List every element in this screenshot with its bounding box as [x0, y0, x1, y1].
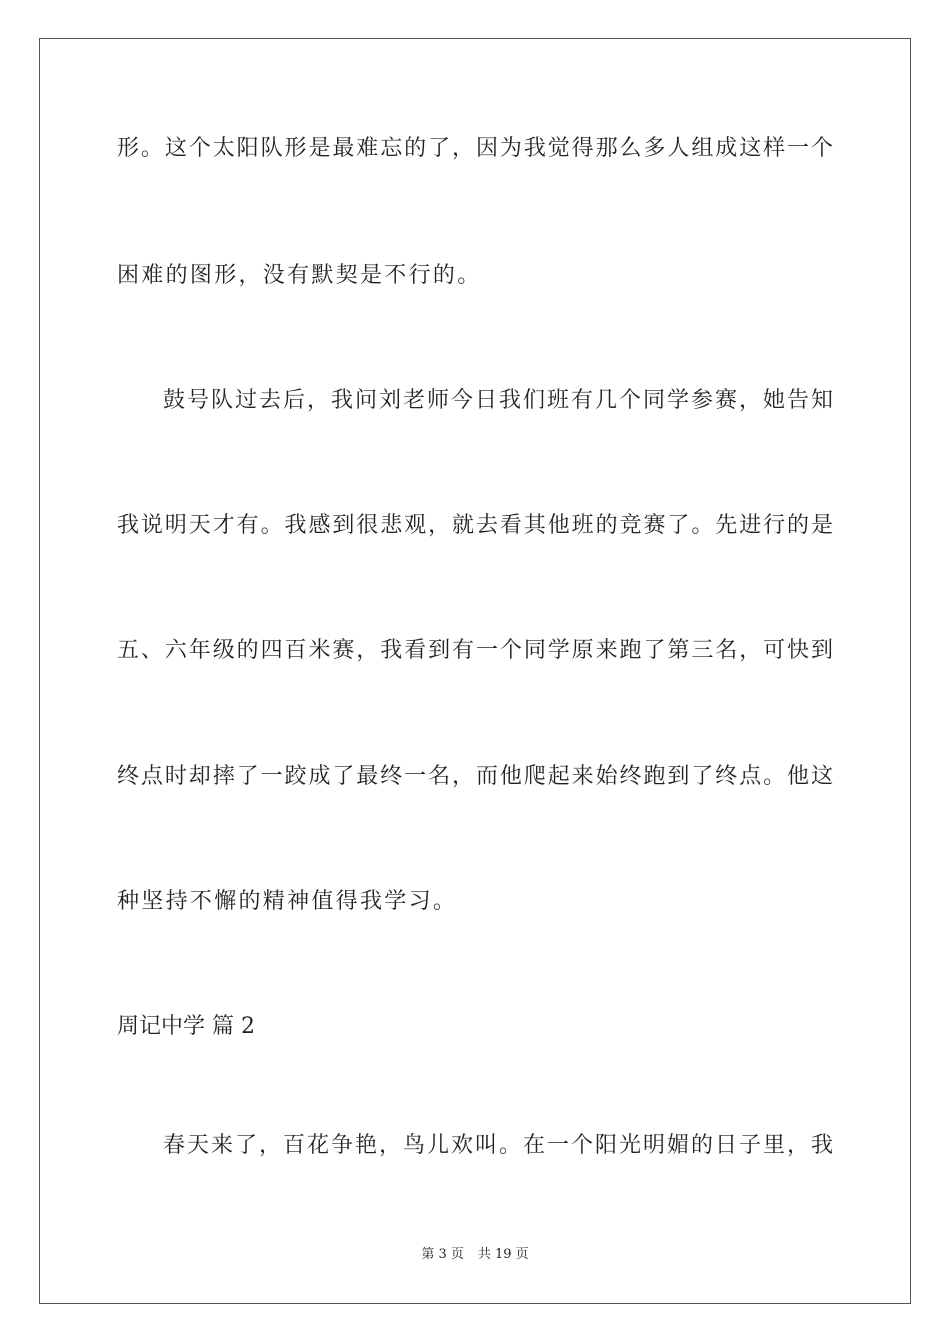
paragraph-line: 鼓号队过去后，我问刘老师今日我们班有几个同学参赛，她告知 [163, 388, 833, 413]
paragraph-line: 我说明天才有。我感到很悲观，就去看其他班的竞赛了。先进行的是 [117, 513, 833, 538]
page-number: 第 3 页 [421, 1247, 464, 1262]
page-border [39, 38, 911, 1304]
paragraph-line: 五、六年级的四百米赛，我看到有一个同学原来跑了第三名，可快到 [117, 638, 833, 663]
paragraph-line: 形。这个太阳队形是最难忘的了，因为我觉得那么多人组成这样一个 [117, 136, 833, 161]
paragraph-line: 种坚持不懈的精神值得我学习。 [117, 889, 458, 914]
paragraph-line: 春天来了，百花争艳，鸟儿欢叫。在一个阳光明媚的日子里，我 [163, 1133, 833, 1158]
paragraph-line: 困难的图形，没有默契是不行的。 [117, 263, 482, 288]
section-heading: 周记中学 篇 2 [117, 1014, 255, 1039]
page-footer [0, 1246, 950, 1264]
paragraph-line: 终点时却摔了一跤成了最终一名，而他爬起来始终跑到了终点。他这 [117, 764, 833, 789]
page-total: 共 19 页 [477, 1247, 529, 1262]
